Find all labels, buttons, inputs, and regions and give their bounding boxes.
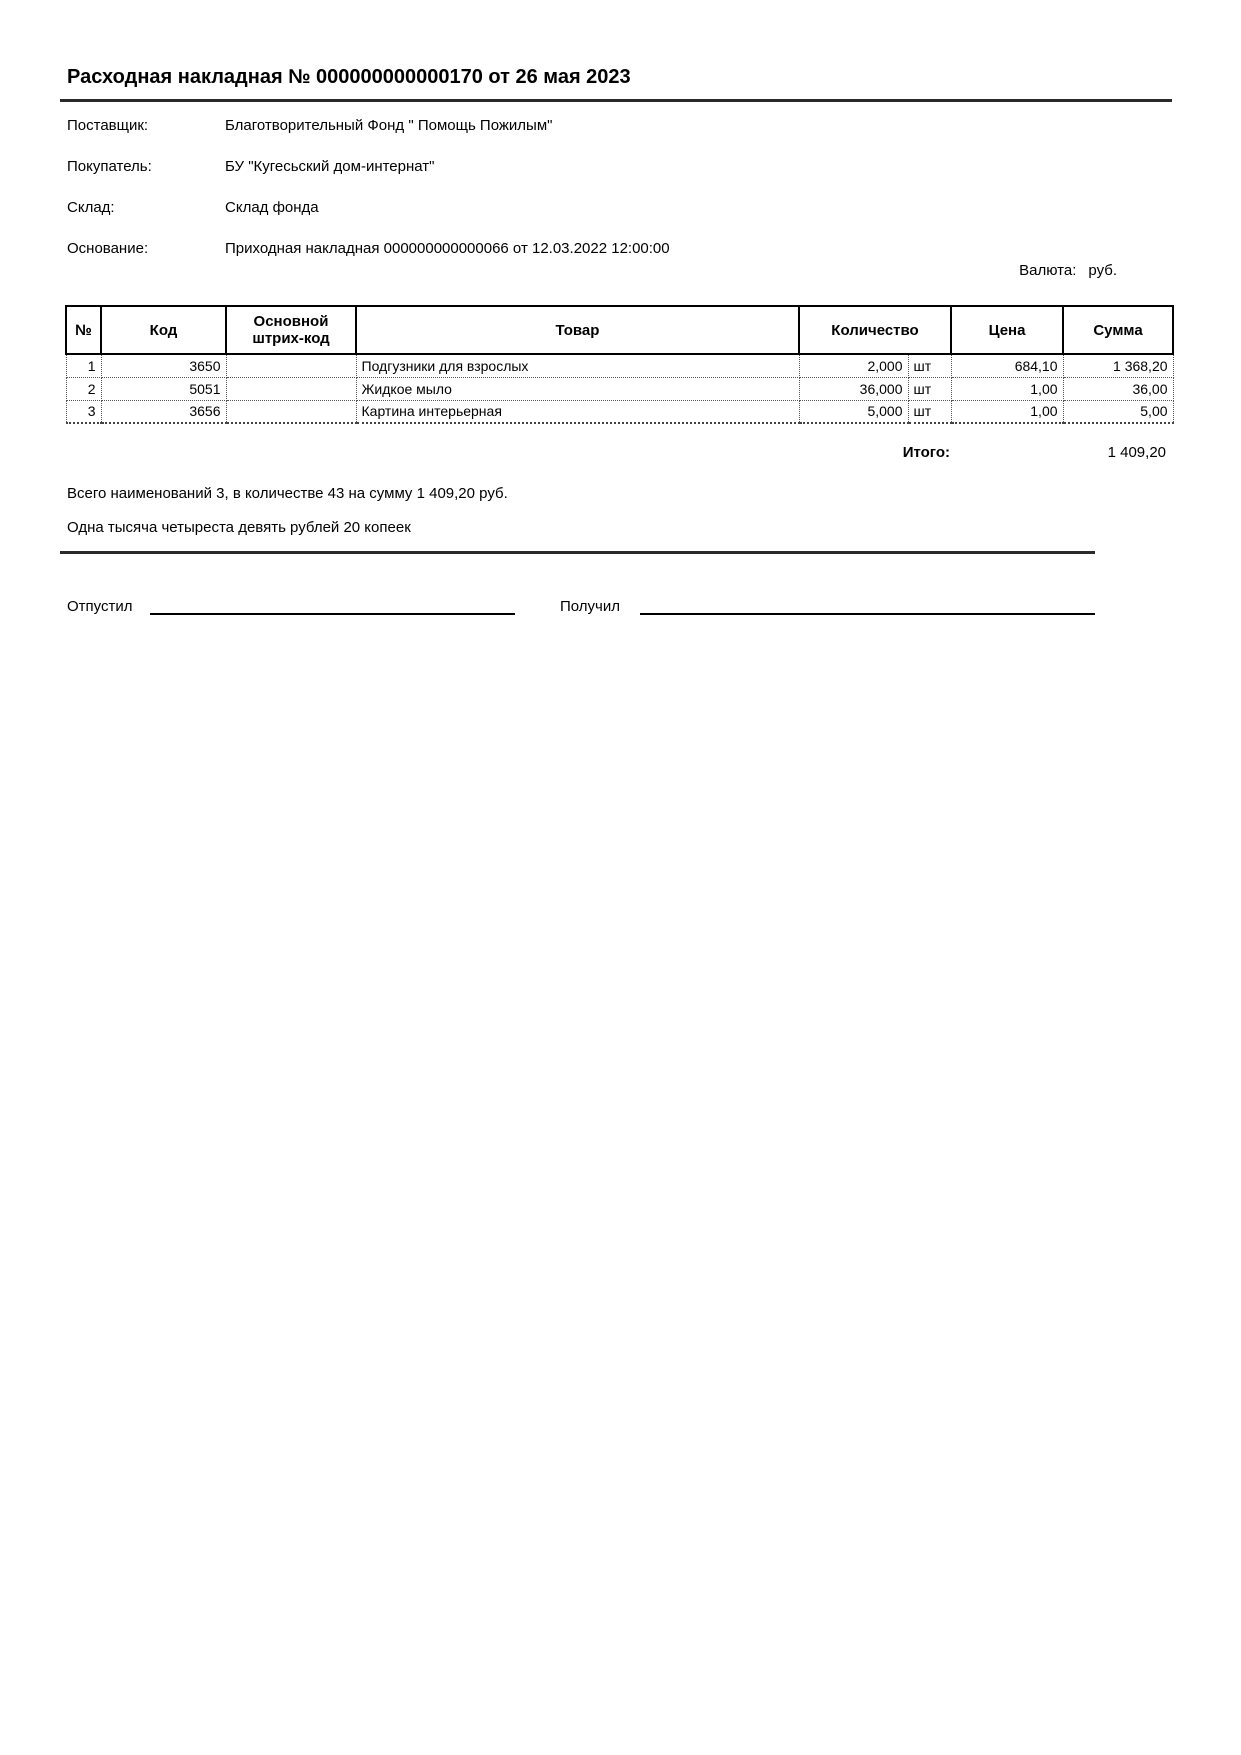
cell-qty: 5,000 xyxy=(799,400,908,423)
cell-code: 5051 xyxy=(101,377,226,400)
cell-barcode xyxy=(226,354,356,377)
released-signature-line xyxy=(150,613,515,615)
currency-value: руб. xyxy=(1088,262,1117,279)
cell-barcode xyxy=(226,400,356,423)
received-signature-line xyxy=(640,613,1095,615)
buyer-label: Покупатель: xyxy=(67,158,152,175)
field-supplier xyxy=(67,117,552,134)
col-header-num: № xyxy=(66,306,101,354)
cell-unit: шт xyxy=(908,354,951,377)
table-row xyxy=(66,377,1173,400)
cell-unit: шт xyxy=(908,400,951,423)
summary-items-count: Всего наименований 3, в количестве 43 на сумму 1 409,20 руб. xyxy=(67,485,508,502)
currency-label: Валюта: xyxy=(1019,262,1077,279)
cell-price: 684,10 xyxy=(951,354,1063,377)
cell-sum: 5,00 xyxy=(1063,400,1173,423)
supplier-value: Благотворительный Фонд " Помощь Пожилым" xyxy=(225,117,553,134)
summary-amount-in-words: Одна тысяча четыреста девять рублей 20 копеек xyxy=(67,519,411,536)
field-buyer xyxy=(67,158,435,175)
cell-qty: 2,000 xyxy=(799,354,908,377)
table-row xyxy=(66,354,1173,377)
col-header-barcode: Основной штрих-код xyxy=(226,306,356,354)
cell-qty: 36,000 xyxy=(799,377,908,400)
cell-num: 3 xyxy=(66,400,101,423)
cell-product: Жидкое мыло xyxy=(356,377,799,400)
warehouse-value: Склад фонда xyxy=(225,199,319,216)
released-by-label: Отпустил xyxy=(67,598,133,615)
total-label: Итого: xyxy=(902,444,950,461)
cell-barcode xyxy=(226,377,356,400)
col-header-code: Код xyxy=(101,306,226,354)
field-warehouse xyxy=(67,199,319,216)
cell-price: 1,00 xyxy=(951,377,1063,400)
buyer-value: БУ "Кугесьский дом-интернат" xyxy=(225,158,435,175)
bottom-separator xyxy=(60,551,1095,554)
received-by-label: Получил xyxy=(560,598,620,615)
col-header-price: Цена xyxy=(951,306,1063,354)
col-header-product: Товар xyxy=(356,306,799,354)
warehouse-label: Склад: xyxy=(67,199,115,216)
col-header-sum: Сумма xyxy=(1063,306,1173,354)
cell-price: 1,00 xyxy=(951,400,1063,423)
cell-code: 3656 xyxy=(101,400,226,423)
cell-code: 3650 xyxy=(101,354,226,377)
basis-value: Приходная накладная 000000000000066 от 12.03.2022 12:00:00 xyxy=(225,240,670,257)
table-header-row xyxy=(66,306,1173,354)
cell-sum: 36,00 xyxy=(1063,377,1173,400)
cell-num: 1 xyxy=(66,354,101,377)
basis-label: Основание: xyxy=(67,240,149,257)
title-underline xyxy=(60,99,1172,102)
cell-unit: шт xyxy=(908,377,951,400)
cell-product: Подгузники для взрослых xyxy=(356,354,799,377)
table-row xyxy=(66,400,1173,423)
currency-line xyxy=(1019,262,1117,279)
items-table xyxy=(65,305,1174,424)
cell-product: Картина интерьерная xyxy=(356,400,799,423)
col-header-quantity: Количество xyxy=(799,306,951,354)
document-title: Расходная накладная № 000000000000170 от 26 мая 2023 xyxy=(67,66,631,88)
total-value: 1 409,20 xyxy=(1107,444,1166,461)
cell-sum: 1 368,20 xyxy=(1063,354,1173,377)
cell-num: 2 xyxy=(66,377,101,400)
supplier-label: Поставщик: xyxy=(67,117,149,134)
field-basis xyxy=(67,240,670,257)
